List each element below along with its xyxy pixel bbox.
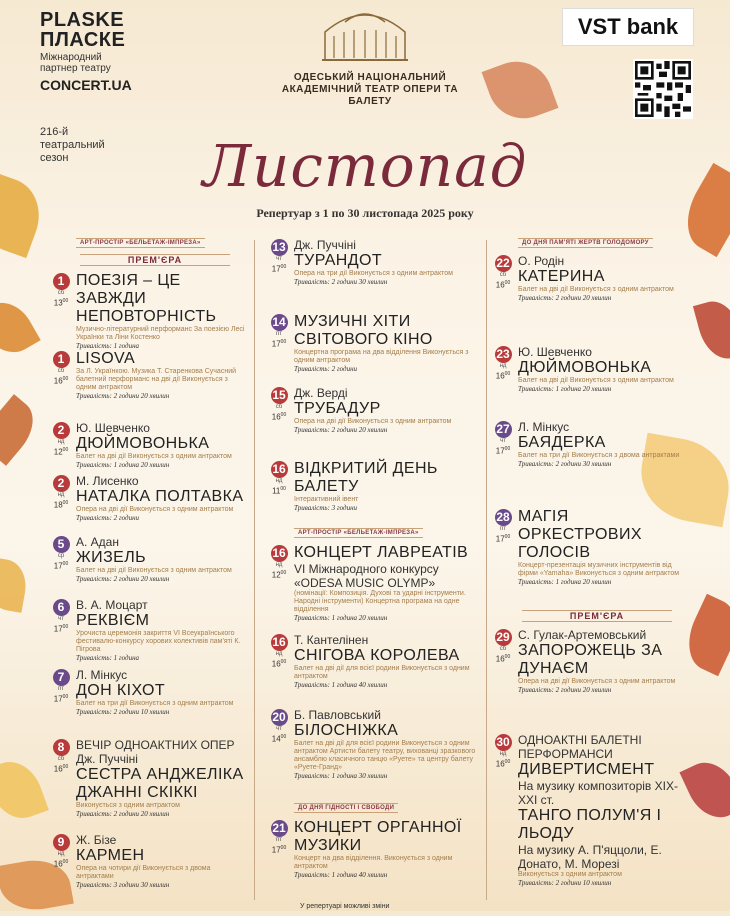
page-title: Листопад: [202, 132, 528, 200]
event-day: 8: [53, 739, 70, 756]
event-day: 14: [272, 315, 286, 329]
event-author: Л. Мінкус: [76, 668, 128, 682]
event-day: 30: [496, 735, 510, 749]
event-body: [294, 708, 479, 780]
season-label: 216-й театральний сезон: [40, 126, 105, 164]
event-time: $16^{00}$: [271, 659, 287, 669]
event-subtitle: На музику композиторів XIX-XXI ст.: [518, 779, 678, 807]
concert-logo: CONCERT.UA: [40, 77, 132, 93]
event-details: Балет на дві дії Виконується з одним антрактом: [76, 567, 232, 574]
event-time: $18^{00}$: [53, 500, 69, 510]
event-weekday: нд: [57, 439, 65, 445]
event-body: [294, 313, 479, 373]
event-name: ВІДКРИТИЙ ДЕНЬ БАЛЕТУ: [294, 460, 438, 495]
event-name: ЗАПОРОЖЕЦЬ ЗА ДУНАЄМ: [518, 642, 663, 677]
event-details: Концерт-презентація музичних інструментів від фірми «Yamaha» Виконується з одним антрактом: [518, 562, 680, 577]
event-body: [76, 272, 248, 350]
event-author: Ж. Бізе: [76, 833, 117, 847]
event-details: Опера на чотири дії Виконується з двома антрактами: [76, 865, 211, 880]
event-author: М. Лисенко: [76, 474, 139, 488]
event-date: [50, 598, 72, 634]
event-name: КОНЦЕРТ ОРГАННОЇ МУЗИКИ: [294, 819, 462, 854]
event-name: ТУРАНДОТ: [294, 252, 383, 269]
event-weekday: чт: [276, 256, 282, 262]
event-author: Т. Кантелінен: [294, 633, 369, 647]
column-divider: [254, 240, 255, 900]
event-duration: Тривалість: 1 година: [76, 342, 140, 350]
event-weekday: нд: [499, 751, 507, 757]
event-day: 2: [53, 422, 70, 439]
event-name: ПОЕЗІЯ – ЦЕ ЗАВЖДИ НЕПОВТОРНІСТЬ: [76, 272, 217, 325]
event-body: [76, 833, 248, 889]
event-name: КАРМЕН: [76, 847, 145, 864]
event-day: 6: [53, 599, 70, 616]
plaske-logo-line2: ПЛАСКЕ: [40, 29, 126, 51]
event-details: Опера на дві дії Виконується з одним антрактом: [76, 506, 234, 513]
event-duration: Тривалість: 1 година 40 хвилин: [294, 871, 388, 879]
event-weekday: нд: [57, 851, 65, 857]
event-weekday: чт: [58, 616, 64, 622]
event-date: [50, 833, 72, 869]
event-time: $17^{00}$: [53, 624, 69, 634]
event-date: [50, 668, 72, 704]
event-author: Ю. Шевченко: [518, 345, 592, 359]
event-weekday: сб: [57, 756, 65, 762]
event-body: [294, 544, 479, 622]
event-body: [518, 254, 690, 302]
event-time: $16^{00}$: [53, 376, 69, 386]
event-date: [492, 345, 514, 381]
event-body: [518, 508, 690, 586]
event-details: Опера на дві дії Виконується з одним антрактом: [294, 418, 452, 425]
event-name: БІЛОСНІЖКА: [294, 722, 399, 739]
event-name: ДЮЙМОВОНЬКА: [518, 359, 652, 376]
event-weekday: нд: [499, 363, 507, 369]
event-name: ТАНГО ПОЛУМ'Я І ЛЬОДУ: [518, 807, 662, 842]
premiere-label: ПРЕМ'ЄРА: [522, 610, 672, 622]
event-body: [76, 738, 248, 818]
event-weekday: нд: [275, 651, 283, 657]
event-time: $16^{00}$: [53, 764, 69, 774]
event-author: Б. Павловський: [294, 708, 381, 722]
page-subtitle: Репертуар з 1 по 30 листопада 2025 року: [256, 206, 474, 220]
event-weekday: сб: [499, 272, 507, 278]
event-details: Концерт на два відділення. Виконується з одним антрактом: [294, 855, 453, 870]
event-duration: Тривалість: 2 години 30 хвилин: [518, 460, 612, 468]
event-details: Виконується з одним антрактом: [76, 802, 180, 809]
event-name: МАГІЯ ОРКЕСТРОВИХ ГОЛОСІВ: [518, 508, 642, 561]
event-day: 22: [496, 256, 510, 270]
event-details: Балет на дві дії для всієї родини Виконується з одним антрактом: [294, 665, 470, 680]
event-duration: Тривалість: 2 години 10 хвилин: [518, 879, 612, 887]
event-author: А. Адан: [76, 535, 119, 549]
event-day: 1: [53, 273, 70, 290]
event-time: $16^{00}$: [495, 759, 511, 769]
event-date: [492, 733, 514, 769]
event-details: Інтерактивний івент: [294, 496, 359, 503]
event-duration: Тривалість: 2 години 20 хвилин: [294, 426, 388, 434]
event-name: ДОН КІХОТ: [76, 682, 166, 699]
event-date: [268, 633, 290, 669]
event-body: [518, 420, 690, 468]
event-name: РЕКВІЄМ: [76, 612, 150, 629]
event-name: НАТАЛКА ПОЛТАВКА: [76, 488, 244, 505]
premiere-label: ПРЕМ'ЄРА: [80, 254, 230, 266]
event-banner: ДО ДНЯ ПАМ'ЯТІ ЖЕРТВ ГОЛОДОМОРУ: [518, 238, 653, 248]
event-duration: Тривалість: 1 година 20 хвилин: [294, 614, 388, 622]
event-date: [492, 508, 514, 544]
event-details: Балет на дві дії Виконується з одним антрактом: [518, 286, 674, 293]
event-duration: Тривалість: 2 години 20 хвилин: [76, 392, 170, 400]
event-day: 28: [496, 510, 510, 524]
event-time: $16^{00}$: [495, 654, 511, 664]
event-author: В. А. Моцарт: [76, 598, 148, 612]
event-author: Дж. Пуччіні: [294, 238, 356, 252]
event-day: 15: [272, 388, 286, 402]
event-day: 1: [53, 351, 70, 368]
event-day: 16: [272, 462, 286, 476]
plaske-logo-line1: PLASKE: [40, 9, 125, 31]
event-body: [76, 598, 248, 662]
event-details: Музично-літературний перформанс За поезією Лесі Українки та Ліни Костенко: [76, 326, 245, 341]
event-name: ТРУБАДУР: [294, 400, 381, 417]
event-name: ДЮЙМОВОНЬКА: [76, 435, 210, 452]
event-name: СНІГОВА КОРОЛЕВА: [294, 647, 460, 664]
event-date: [50, 535, 72, 571]
event-time: $17^{00}$: [271, 339, 287, 349]
column-divider: [486, 240, 487, 900]
event-date: [492, 420, 514, 456]
event-duration: Тривалість: 2 години 20 хвилин: [76, 575, 170, 583]
event-date: [50, 421, 72, 457]
event-date: [50, 474, 72, 510]
event-duration: Тривалість: 2 години 20 хвилин: [518, 294, 612, 302]
event-author: Дж. Верді: [294, 386, 348, 400]
event-day: 29: [496, 630, 510, 644]
event-weekday: пт: [500, 526, 506, 532]
event-duration: Тривалість: 1 година 20 хвилин: [518, 385, 612, 393]
event-duration: Тривалість: 1 година: [76, 654, 140, 662]
event-day: 21: [272, 821, 286, 835]
event-author: О. Родін: [518, 254, 565, 268]
theatre-name: ОДЕСЬКИЙ НАЦІОНАЛЬНИЙ АКАДЕМІЧНИЙ ТЕАТР ОПЕРИ ТА БАЛЕТУ: [281, 72, 459, 107]
event-name: ДИВЕРТИСМЕНТ: [518, 761, 655, 778]
event-weekday: пт: [276, 837, 282, 843]
footer-note: У репертуарі можливі зміни: [300, 903, 390, 910]
event-body: [518, 628, 690, 694]
event-name: КАТЕРИНА: [518, 268, 605, 285]
event-weekday: чт: [500, 438, 506, 444]
event-date: [50, 350, 72, 386]
event-date: [268, 544, 290, 580]
event-date: [268, 708, 290, 744]
event-details: За Л. Українкою. Музика Т. Старенкова Сучасний балетний перформанс на дві дії Виконується з одним антрактом: [76, 368, 237, 391]
event-time: $16^{00}$: [495, 371, 511, 381]
event-time: $16^{00}$: [53, 859, 69, 869]
event-body: [294, 460, 479, 512]
event-duration: Тривалість: 1 година 20 хвилин: [518, 578, 612, 586]
event-weekday: сб: [499, 646, 507, 652]
event-day: 23: [496, 347, 510, 361]
event-time: $17^{00}$: [53, 561, 69, 571]
event-author: Ю. Шевченко: [76, 421, 150, 435]
event-time: $17^{00}$: [53, 694, 69, 704]
event-details: Балет на три дії Виконується з одним антрактом: [76, 700, 234, 707]
event-details: (номінації: Композиція. Духові та ударні інструменти. Народні інструменти) Концертна програма на одне відділення: [294, 590, 466, 613]
event-time: $12^{00}$: [53, 447, 69, 457]
qr-code-icon[interactable]: [633, 59, 693, 119]
event-duration: Тривалість: 1 година 20 хвилин: [76, 461, 170, 469]
event-duration: Тривалість: 2 години: [294, 365, 358, 373]
event-weekday: сб: [275, 404, 283, 410]
event-details: Балет на дві дії для всієї родини Виконується з одним антрактом Артисти балету театру, вихованці зразкового ансамблю класичного танцю «Руете» та центру балету «Руете-Гранд»: [294, 740, 476, 771]
event-time: $13^{00}$: [53, 298, 69, 308]
event-details: Урочиста церемонія закриття VI Всеукраїнського фестивалю-конкурсу хорових колективів пам'яті К. Пігрова: [76, 630, 241, 653]
event-duration: Тривалість: 3 години: [294, 504, 358, 512]
event-details: Опера на три дії Виконується з одним антрактом: [294, 270, 453, 277]
event-details: Концертна програма на два відділення Виконується з одним антрактом: [294, 349, 469, 364]
event-date: [268, 386, 290, 422]
event-duration: Тривалість: 2 години: [76, 514, 140, 522]
event-day: 16: [272, 635, 286, 649]
partner-text: Міжнародний партнер театру: [40, 52, 111, 74]
event-date: [268, 819, 290, 855]
event-time: $11^{00}$: [272, 486, 286, 496]
event-name: КОНЦЕРТ ЛАВРЕАТІВ: [294, 544, 469, 561]
event-day: 20: [272, 710, 286, 724]
event-day: 2: [53, 475, 70, 492]
event-day: 27: [496, 422, 510, 436]
event-body: [76, 474, 248, 522]
event-duration: Тривалість: 2 години 10 хвилин: [76, 708, 170, 716]
event-subtitle: VI Міжнародного конкурсу «ODESA MUSIC OLYMP»: [294, 562, 439, 590]
event-duration: Тривалість: 2 години 20 хвилин: [518, 686, 612, 694]
event-weekday: ср: [57, 553, 65, 559]
event-author: ОДНОАКТНІ БАЛЕТНІ ПЕРФОРМАНСИ: [518, 733, 642, 761]
event-name: МУЗИЧНІ ХІТИ СВІТОВОГО КІНО: [294, 313, 433, 348]
event-body: [294, 819, 479, 879]
event-name: ЖИЗЕЛЬ: [76, 549, 147, 566]
event-weekday: нд: [275, 478, 283, 484]
event-time: $12^{00}$: [271, 570, 287, 580]
event-day: 7: [53, 669, 70, 686]
event-body: [76, 535, 248, 583]
event-body: [518, 733, 690, 887]
theatre-building-icon: [320, 2, 410, 64]
event-banner: АРТ-ПРОСТІР «БЕЛЬЕТАЖ-ІМПРЕЗА»: [76, 238, 205, 248]
event-weekday: сб: [57, 290, 65, 296]
event-weekday: сб: [57, 368, 65, 374]
event-date: [50, 272, 72, 308]
event-details: Виконується з одним антрактом: [518, 871, 622, 878]
event-date: [492, 628, 514, 664]
event-subtitle: На музику А. П'яццоли, Е. Донато, М. Морезі: [518, 843, 662, 871]
event-body: [76, 350, 248, 400]
event-author: ВЕЧІР ОДНОАКТНИХ ОПЕР: [76, 738, 235, 752]
event-duration: Тривалість: 3 години 30 хвилин: [76, 881, 170, 889]
event-time: $14^{00}$: [271, 734, 287, 744]
event-date: [50, 738, 72, 774]
event-date: [268, 460, 290, 496]
event-body: [294, 238, 479, 286]
event-details: Балет на три дії Виконується з двома антрактами: [518, 452, 680, 459]
event-duration: Тривалість: 2 години 20 хвилин: [76, 810, 170, 818]
event-duration: Тривалість: 1 година 30 хвилин: [294, 772, 388, 780]
event-body: [76, 421, 248, 469]
event-time: $17^{00}$: [495, 446, 511, 456]
event-date: [268, 238, 290, 274]
event-day: 16: [272, 546, 286, 560]
event-name: LISOVA: [76, 350, 136, 367]
event-day: 5: [53, 536, 70, 553]
event-weekday: пт: [58, 686, 64, 692]
event-weekday: пт: [276, 331, 282, 337]
event-time: $16^{00}$: [495, 280, 511, 290]
event-body: [294, 633, 479, 689]
partner-logo: [40, 10, 132, 93]
event-time: $17^{00}$: [271, 845, 287, 855]
event-duration: Тривалість: 2 години 30 хвилин: [294, 278, 388, 286]
event-author: Л. Мінкус: [518, 420, 570, 434]
event-time: $17^{00}$: [271, 264, 287, 274]
event-date: [492, 254, 514, 290]
event-banner: АРТ-ПРОСТІР «БЕЛЬЕТАЖ-ІМПРЕЗА»: [294, 528, 423, 538]
event-body: [518, 345, 690, 393]
event-body: [294, 386, 479, 434]
event-day: 9: [53, 834, 70, 851]
event-weekday: нд: [57, 492, 65, 498]
event-weekday: нд: [275, 562, 283, 568]
vst-bank-logo: VST bank: [562, 8, 694, 46]
event-details: Балет на дві дії Виконується з одним антрактом: [76, 453, 232, 460]
event-author: С. Гулак-Артемовський: [518, 628, 647, 642]
event-name: СЕСТРА АНДЖЕЛІКА ДЖАННІ СКІККІ: [76, 766, 244, 801]
event-duration: Тривалість: 1 година 40 хвилин: [294, 681, 388, 689]
event-details: Опера на дві дії Виконується з одним антрактом: [518, 678, 676, 685]
event-time: $16^{00}$: [271, 412, 287, 422]
event-time: $17^{00}$: [495, 534, 511, 544]
event-body: [76, 668, 248, 716]
event-author: Дж. Пуччіні: [76, 752, 138, 766]
event-day: 13: [272, 240, 286, 254]
event-name: БАЯДЕРКА: [518, 434, 606, 451]
event-banner: ДО ДНЯ ГІДНОСТІ І СВОБОДИ: [294, 803, 398, 813]
event-date: [268, 313, 290, 349]
event-weekday: чт: [276, 726, 282, 732]
event-details: Балет на дві дії Виконується з одним антрактом: [518, 377, 674, 384]
